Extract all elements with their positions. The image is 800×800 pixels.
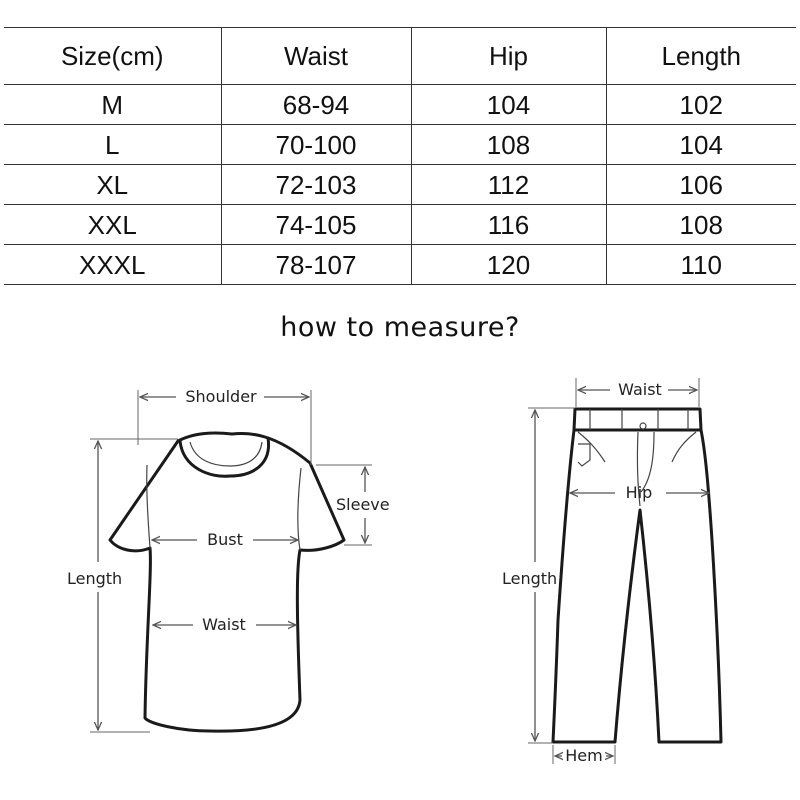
cell-size: XXXL bbox=[4, 245, 221, 285]
pants-waist-label: Waist bbox=[618, 380, 662, 399]
cell-length: 104 bbox=[606, 125, 796, 165]
cell-length: 106 bbox=[606, 165, 796, 205]
cell-waist: 78-107 bbox=[221, 245, 411, 285]
cell-length: 110 bbox=[606, 245, 796, 285]
cell-waist: 70-100 bbox=[221, 125, 411, 165]
cell-hip: 104 bbox=[411, 85, 606, 125]
shirt-length-label: Length bbox=[67, 569, 123, 588]
header-waist: Waist bbox=[221, 28, 411, 85]
bust-label: Bust bbox=[207, 530, 243, 549]
cell-hip: 108 bbox=[411, 125, 606, 165]
t-shirt-icon bbox=[110, 433, 344, 731]
cell-size: L bbox=[4, 125, 221, 165]
cell-size: XXL bbox=[4, 205, 221, 245]
sleeve-label: Sleeve bbox=[336, 495, 390, 514]
cell-size: XL bbox=[4, 165, 221, 205]
hem-label: Hem bbox=[565, 746, 603, 765]
jeans-icon bbox=[553, 409, 721, 742]
cell-waist: 74-105 bbox=[221, 205, 411, 245]
header-size: Size(cm) bbox=[4, 28, 221, 85]
header-hip: Hip bbox=[411, 28, 606, 85]
cell-length: 108 bbox=[606, 205, 796, 245]
shoulder-label: Shoulder bbox=[185, 387, 257, 406]
hip-label: Hip bbox=[625, 483, 653, 502]
cell-waist: 68-94 bbox=[221, 85, 411, 125]
how-to-measure-heading: how to measure? bbox=[280, 312, 520, 343]
pants-length-label: Length bbox=[502, 569, 558, 588]
cell-size: M bbox=[4, 85, 221, 125]
cell-hip: 116 bbox=[411, 205, 606, 245]
cell-hip: 112 bbox=[411, 165, 606, 205]
header-length: Length bbox=[606, 28, 796, 85]
cell-waist: 72-103 bbox=[221, 165, 411, 205]
cell-length: 102 bbox=[606, 85, 796, 125]
shirt-waist-label: Waist bbox=[202, 615, 246, 634]
cell-hip: 120 bbox=[411, 245, 606, 285]
